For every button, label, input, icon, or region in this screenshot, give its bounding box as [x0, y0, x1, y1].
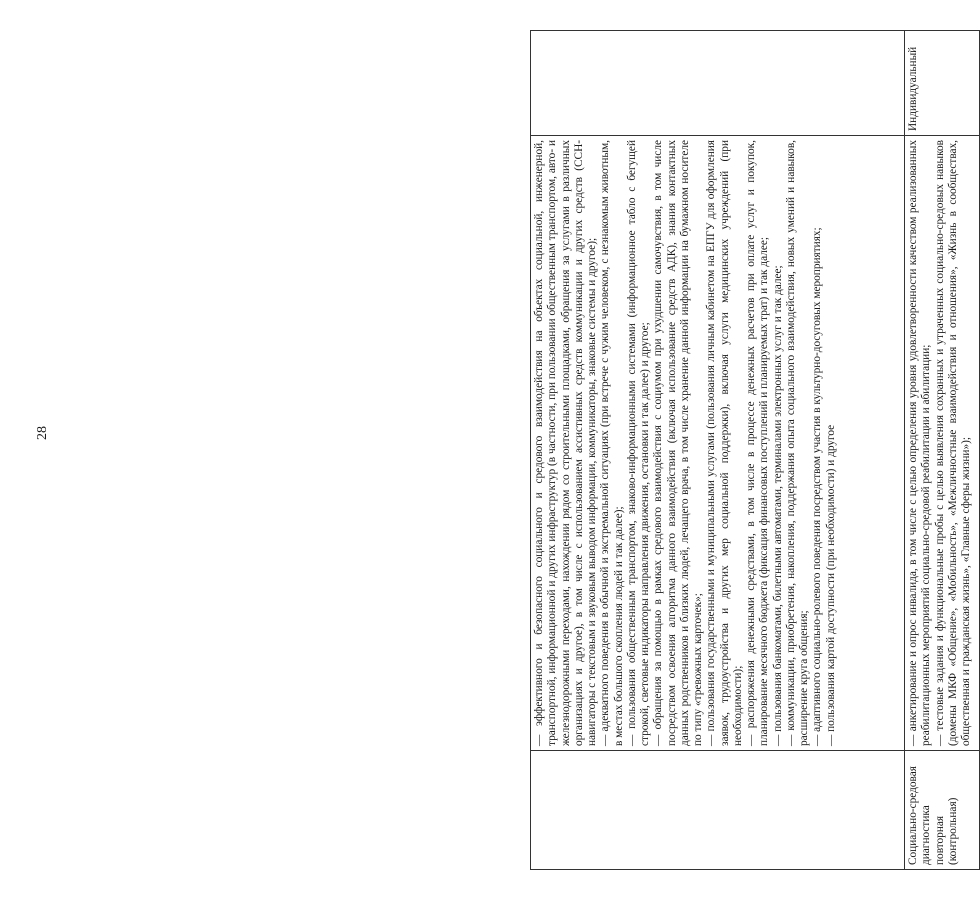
page-number: 28 — [35, 426, 50, 440]
rotated-page-content — [530, 30, 980, 870]
list-item: — пользования государственными и муниципальными услугами (пользования личным кабинетом на ЕПГУ для оформления заявок, трудоустройства и других мер социальной поддержки), включая услуги медицинских учреждений (при необходимости); — [705, 140, 744, 746]
list-item: — пользования банкоматами, билетными автоматами, терминалами электронных услуг и так далее; — [771, 265, 784, 746]
list-item: — обращения за помощью в рамках средового взаимодействия с социумом при ухудшении самочувствия, в том числе посредством освоения алгоритма данного взаимодействия (включая использование средств АДК), знания контактных данных родственников и близких людей, лечащего врача, в том числе хранение данной информации на бумажном носителе по типу «тревожных карточек»; — [652, 140, 704, 746]
table-row — [531, 31, 905, 870]
format-cell — [531, 31, 905, 136]
table-row — [905, 31, 980, 870]
service-content-cell — [531, 136, 905, 751]
list-item: — адаптивного социально-ролевого поведения посредством участия в культурно-досуговых мероприятиях; — [811, 227, 824, 746]
format-cell: Индивидуальный — [905, 31, 980, 136]
list-item: — распоряжения денежными средствами, в том числе в процессе денежных расчетов при оплате услуг и покупок, планирование месячного бюджета (фиксация финансовых поступлений и планируемых трат) и так далее; — [745, 140, 771, 746]
service-content-cell — [905, 136, 980, 751]
list-item: — эффективного и безопасного социального и средового взаимодействия на объектах социальной, инженерной, транспортной, информационной и других инфраструктур (в частности, при пользовании общественным транспортом, авто- и железнодорожными переходами, нахождении рядом со строительными площадками, обращения за услугами в различных организациях и другое), в том числе с использованием ассистивных средств коммуникации и других средств (ССН-навигаторы с текстовым и звуковым выводом информации, коммуникаторы, знаковые системы и другое); — [533, 140, 598, 746]
list-item: — адекватного поведения в обычной и экстремальной ситуациях (при встрече с чужим человеком, с незнакомым животным, в местах большого скопления людей и так далее); — [599, 140, 625, 746]
list-item: — пользования общественным транспортом, знаково-информационными системами (информационное табло с бегущей строкой, световые индикаторы направления движения, остановки и так далее) и другое; — [625, 140, 651, 746]
list-item: — анкетирование и опрос инвалида, в том числе с целью определения уровня удовлетворенности качеством реализованных реабилитационных мероприятий социально-средовой реабилитации и абилитации; — [907, 140, 933, 746]
list-item: — коммуникации, приобретения, накопления, поддержания опыта социального взаимодействия, новых умений и навыков, расширение круга общения; — [784, 140, 810, 746]
service-name-cell — [531, 751, 905, 870]
list-item: — пользования картой доступности (при необходимости) и другое — [824, 424, 837, 746]
services-table — [530, 30, 980, 870]
list-item: — тестовые задания и функциональные пробы с целью выявления сохранных и утраченных социально-средовых навыков (домены МКФ «Общение», «Мобильность», «Межличностные взаимодействия и отношения», «Жизнь в сообществах, общественная и гражданская жизнь», «Главные сферы жизни»); — [933, 140, 972, 746]
service-name-cell: Социально-средовая диагностика повторная (контрольная) — [905, 751, 980, 870]
